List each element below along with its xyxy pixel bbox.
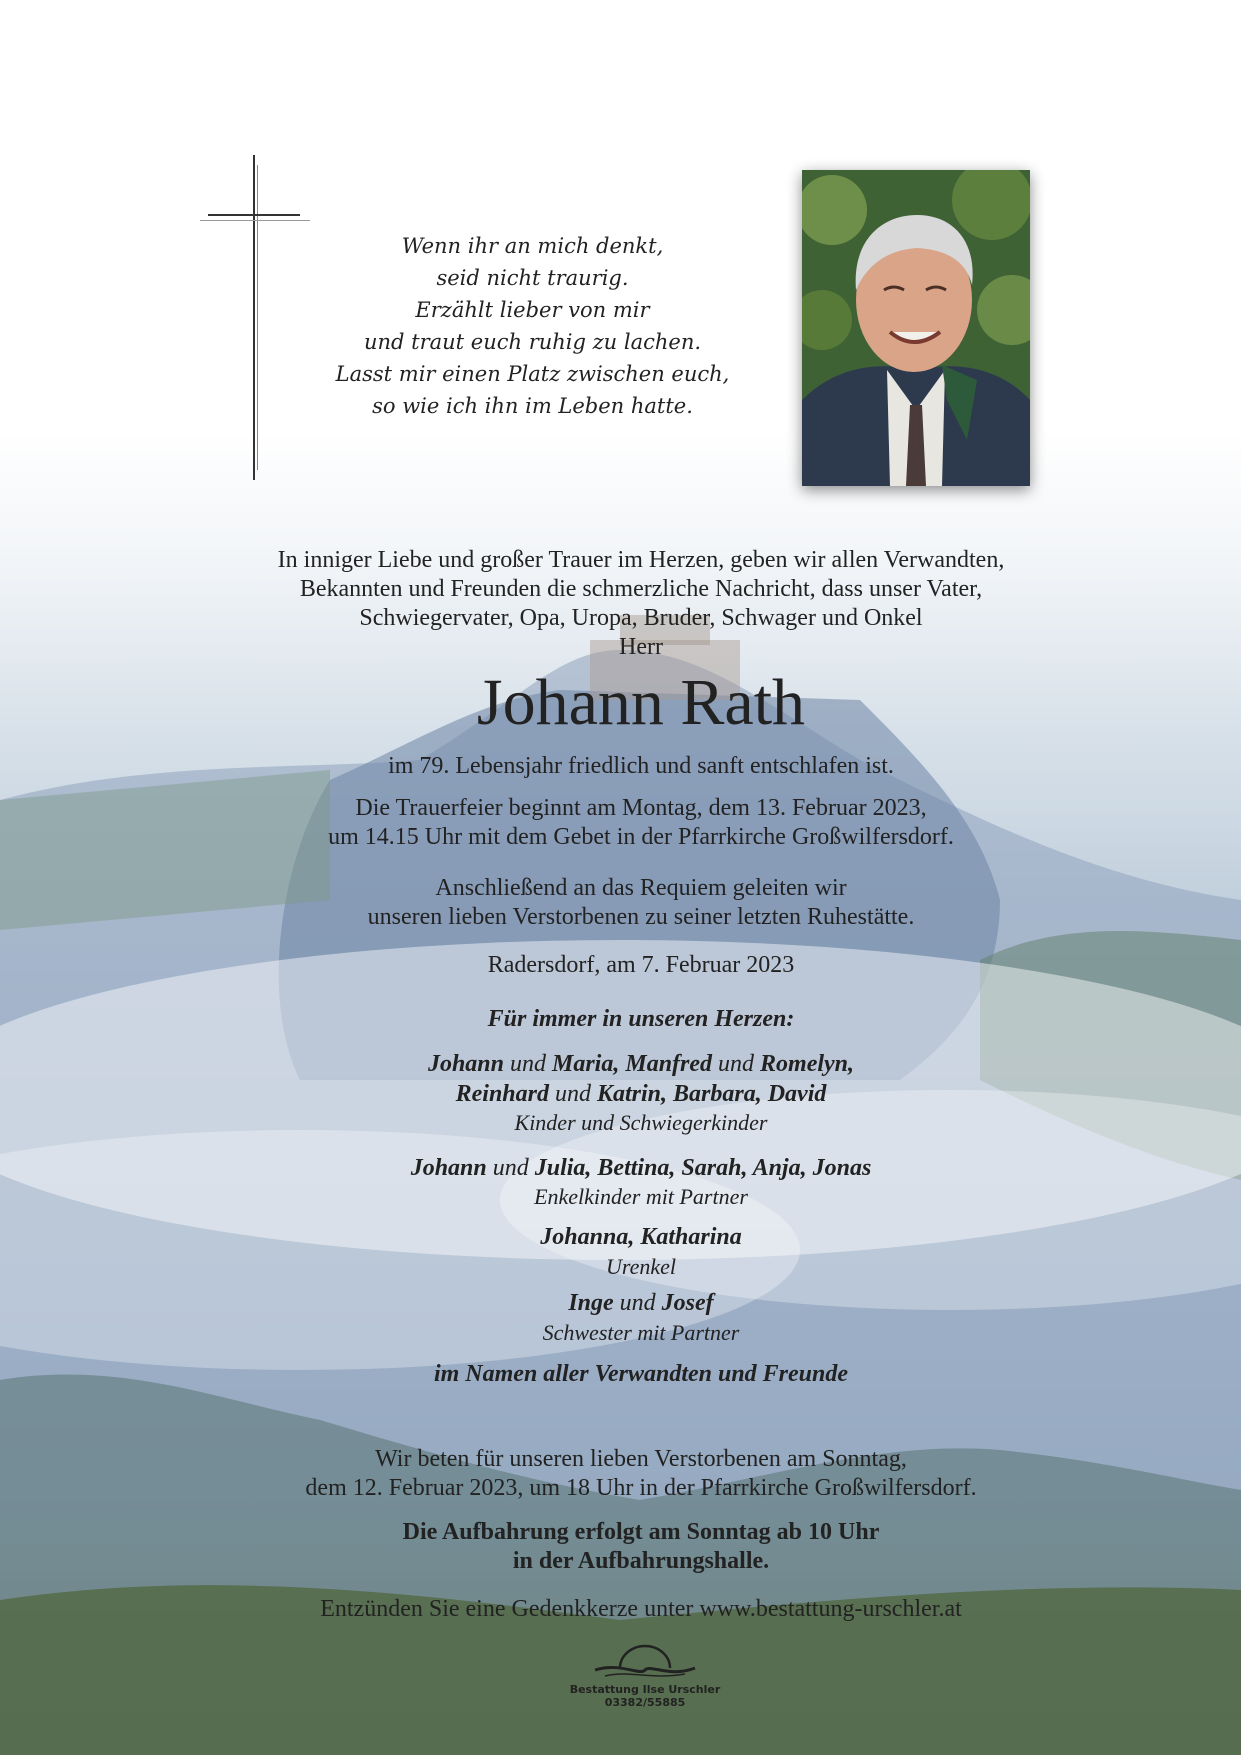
family-name: Romelyn,: [760, 1051, 855, 1077]
cross-icon: [253, 155, 255, 480]
connector: und: [549, 1081, 597, 1107]
burial-line: unseren lieben Verstorbenen zu seiner letzten Ruhestätte.: [367, 904, 915, 930]
place-date: Radersdorf, am 7. Februar 2023: [487, 952, 795, 978]
siblings-label: Schwester mit Partner: [542, 1320, 740, 1345]
poem-line: und traut euch ruhig zu lachen.: [363, 330, 702, 354]
logo-phone: 03382/55885: [604, 1696, 686, 1709]
poem-line: so wie ich ihn im Leben hatte.: [372, 394, 693, 418]
connector: und: [613, 1290, 662, 1316]
logo-icon: [590, 1640, 700, 1680]
deceased-name: Johann Rath: [476, 666, 806, 739]
viewing-line: in der Aufbahrungshalle.: [512, 1548, 770, 1574]
funeral-home-logo: [540, 1640, 750, 1709]
children-line: [130, 1050, 1152, 1079]
poem: [300, 230, 765, 422]
forever-heading: Für immer in unseren Herzen:: [487, 1006, 795, 1032]
connector: und: [486, 1155, 535, 1181]
salutation: Herr: [619, 634, 663, 660]
prayer-line: Wir beten für unseren lieben Verstorbenen am Sonntag,: [375, 1446, 907, 1472]
viewing-line: Die Aufbahrung erfolgt am Sonntag ab 10 Uhr: [402, 1519, 880, 1545]
burial-line: Anschließend an das Requiem geleiten wir: [435, 875, 847, 901]
poem-line: Erzählt lieber von mir: [415, 298, 650, 322]
family-name: Josef: [661, 1290, 714, 1316]
cross-bar-shadow: [200, 220, 310, 221]
family-name: Johann: [410, 1155, 487, 1181]
siblings-line: [130, 1289, 1152, 1318]
poem-line: seid nicht traurig.: [436, 266, 629, 290]
poem-line: Lasst mir einen Platz zwischen euch,: [335, 362, 730, 386]
family-name: Johann: [427, 1051, 504, 1077]
family-name: Julia, Bettina, Sarah, Anja, Jonas: [534, 1155, 872, 1181]
family-name: Katrin, Barbara, David: [597, 1081, 827, 1107]
prayer-line: dem 12. Februar 2023, um 18 Uhr in der Pfarrkirche Großwilfersdorf.: [305, 1475, 977, 1501]
family-name: Reinhard: [455, 1081, 549, 1107]
great-grandchildren: Johanna, Katharina: [540, 1224, 742, 1250]
portrait-photo: [802, 170, 1030, 486]
connector: und: [504, 1051, 552, 1077]
closing-line: im Namen aller Verwandten und Freunde: [433, 1361, 849, 1387]
passed-line: im 79. Lebensjahr friedlich und sanft entschlafen ist.: [388, 753, 894, 779]
connector: und: [712, 1051, 761, 1077]
cross-icon-shadow: [257, 165, 258, 470]
family-name: Inge: [568, 1290, 614, 1316]
logo-name: Bestattung Ilse Urschler: [569, 1683, 721, 1696]
children-label: Kinder und Schwiegerkinder: [514, 1110, 768, 1135]
intro-line: Schwiegervater, Opa, Uropa, Bruder, Schwager und Onkel: [359, 605, 923, 631]
poem-line: Wenn ihr an mich denkt,: [401, 234, 664, 258]
family-name: Maria, Manfred: [552, 1051, 713, 1077]
ceremony-line: Die Trauerfeier beginnt am Montag, dem 13. Februar 2023,: [355, 795, 927, 821]
cross-bar: [208, 214, 300, 216]
intro-line: In inniger Liebe und großer Trauer im Herzen, geben wir allen Verwandten,: [277, 547, 1005, 573]
candle-line: Entzünden Sie eine Gedenkkerze unter www.bestattung-urschler.at: [320, 1596, 962, 1622]
grandchildren-line: [130, 1154, 1152, 1183]
intro-line: Bekannten und Freunden die schmerzliche Nachricht, dass unser Vater,: [299, 576, 983, 602]
ceremony-line: um 14.15 Uhr mit dem Gebet in der Pfarrkirche Großwilfersdorf.: [328, 824, 954, 850]
grandchildren-label: Enkelkinder mit Partner: [534, 1184, 748, 1209]
children-line: [130, 1080, 1152, 1109]
great-grandchildren-label: Urenkel: [605, 1254, 677, 1279]
